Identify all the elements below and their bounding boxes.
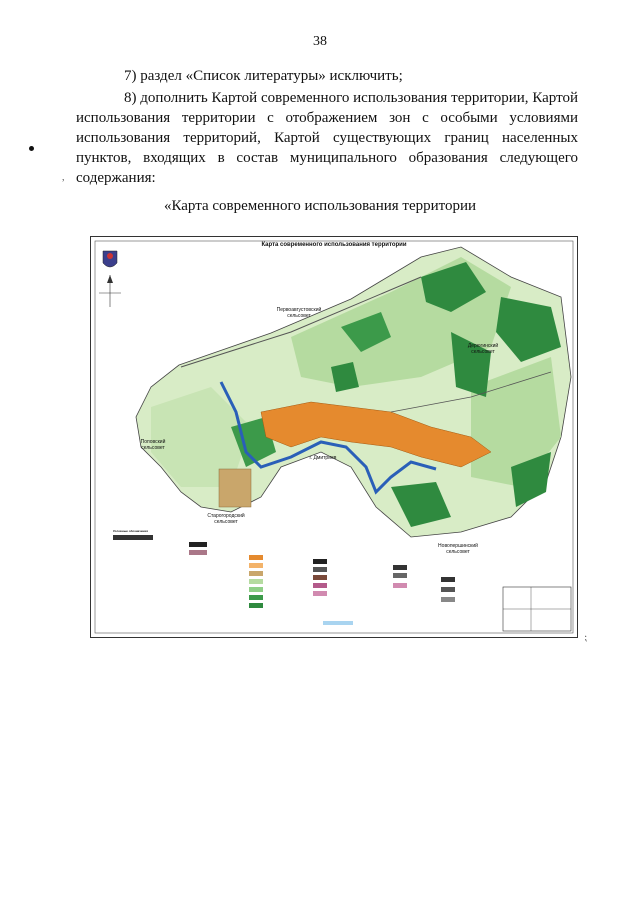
label-starogorodsky: Старогородский сельсовет (207, 513, 245, 525)
paragraph-7: 7) раздел «Список литературы» исключить; (124, 68, 403, 84)
label-novopershinsky: Новопершинский сельсовет (438, 543, 478, 555)
body-text (76, 66, 578, 190)
label-perveavgustovsky: Первоавгустовский сельсовет (276, 307, 322, 319)
paragraph-8: 8) дополнить Картой современного использования территории, Картой использования территории с отображением зон с особыми условиями использования территорий, Картой существующих границ населенных пунктов, входящих в состав муниципального образования следующего содержания: (76, 90, 578, 186)
title-block (503, 587, 571, 631)
agricultural-plot (219, 469, 251, 507)
label-popovsky: Поповский сельсовет (140, 439, 166, 451)
margin-mark: , (62, 172, 65, 183)
page-number: 38 (313, 34, 327, 49)
north-arrow-icon (99, 275, 121, 307)
map-drawing (91, 237, 577, 637)
legend (113, 535, 455, 625)
margin-mark-bottom: ⁏ (584, 632, 588, 643)
map-title: Карта современного использования территории (261, 242, 407, 248)
margin-bullet (29, 146, 34, 151)
map-caption: «Карта современного использования территории (163, 198, 477, 214)
label-town: г. Дмитриев (309, 455, 337, 461)
map-figure (90, 236, 578, 638)
legend-heading: Условные обозначения (113, 529, 148, 533)
label-dergaevsky: Дерюгинский сельсовет (467, 343, 499, 355)
coat-of-arms-icon (103, 251, 117, 267)
